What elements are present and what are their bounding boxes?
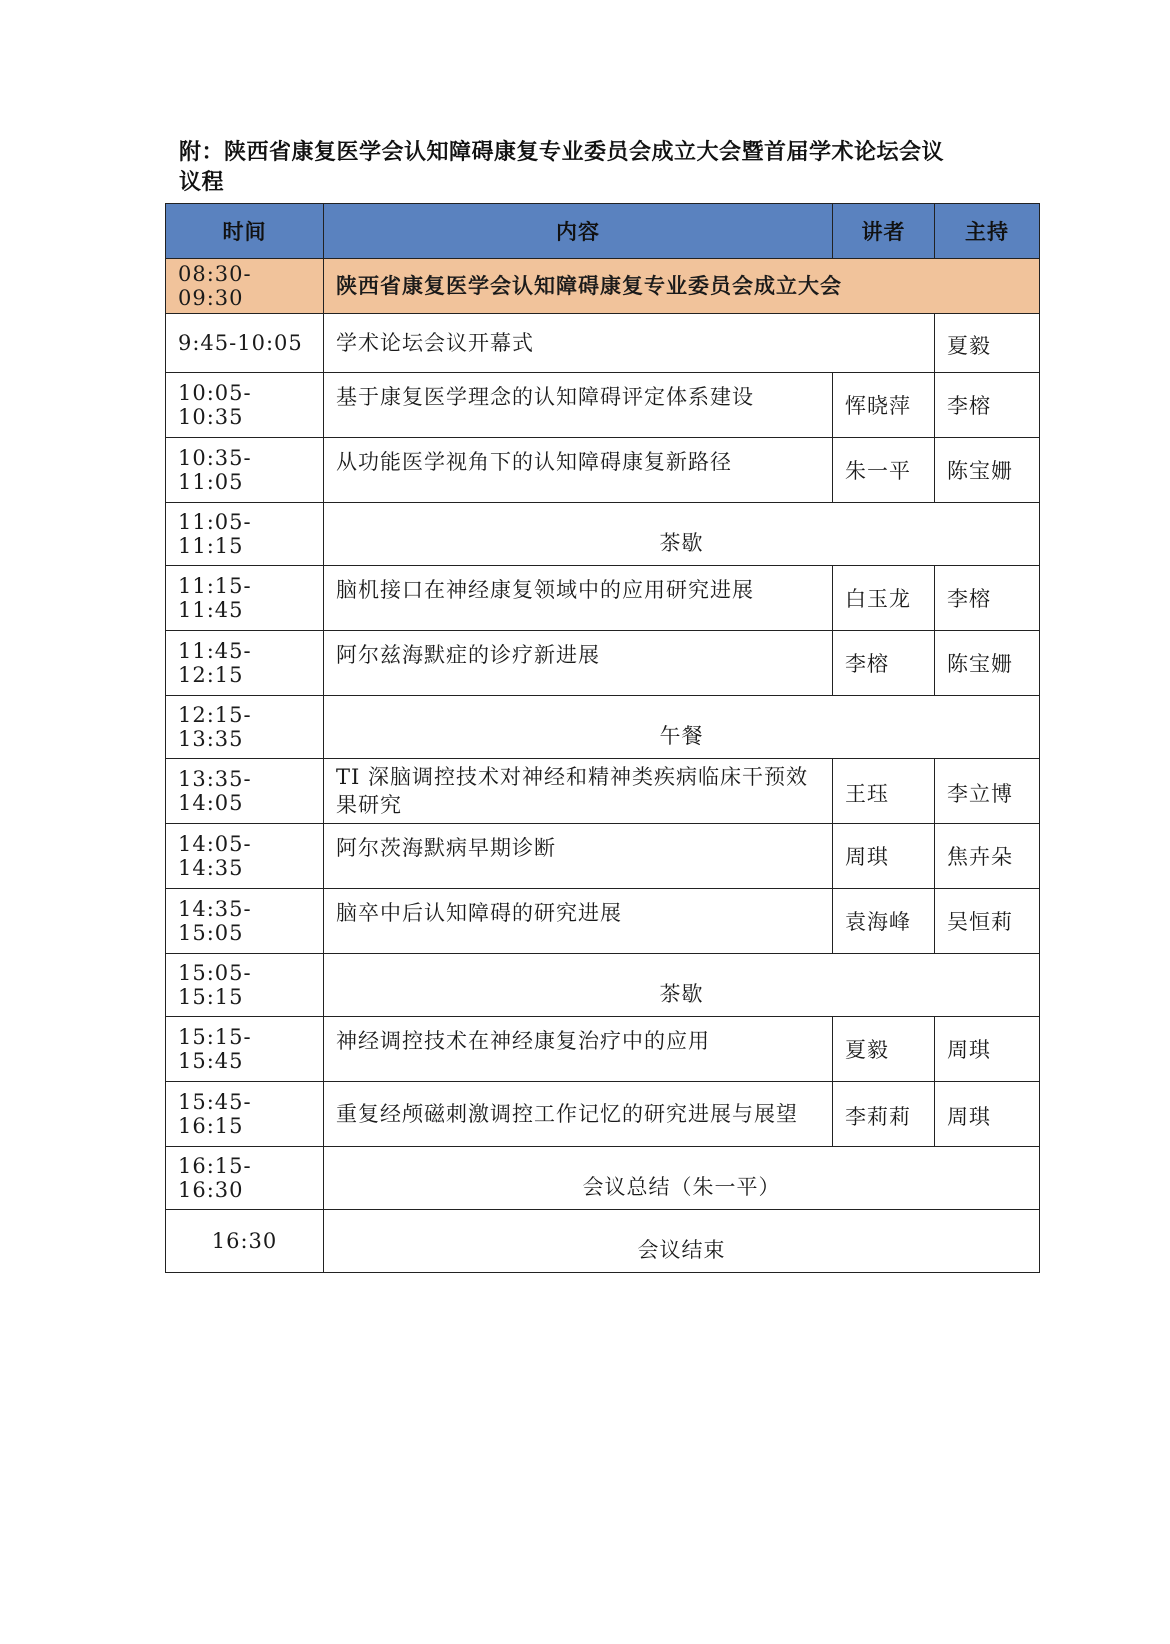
agenda-table [165, 203, 1040, 1273]
cell-time: 10:35-11:05 [166, 438, 324, 503]
cell-host: 陈宝姗 [935, 438, 1040, 503]
cell-host: 周琪 [935, 1082, 1040, 1147]
cell-host: 李榕 [935, 566, 1040, 631]
header-content: 内容 [324, 204, 833, 259]
header-time: 时间 [166, 204, 324, 259]
table-row [166, 259, 1040, 314]
cell-speaker: 李榕 [833, 631, 935, 696]
cell-host: 周琪 [935, 1017, 1040, 1082]
table-row [166, 954, 1040, 1017]
cell-content: 会议结束 [324, 1210, 1040, 1273]
table-row [166, 631, 1040, 696]
cell-content: 茶歇 [324, 503, 1040, 566]
cell-time: 08:30-09:30 [166, 259, 324, 314]
header-host: 主持 [935, 204, 1040, 259]
cell-speaker: 王珏 [833, 759, 935, 824]
cell-host: 李榕 [935, 373, 1040, 438]
table-row [166, 1082, 1040, 1147]
table-row [166, 438, 1040, 503]
cell-time: 11:15-11:45 [166, 566, 324, 631]
table-row [166, 1210, 1040, 1273]
cell-time: 12:15-13:35 [166, 696, 324, 759]
cell-time: 13:35-14:05 [166, 759, 324, 824]
cell-host: 吴恒莉 [935, 889, 1040, 954]
header-speaker: 讲者 [833, 204, 935, 259]
cell-content: TI 深脑调控技术对神经和精神类疾病临床干预效果研究 [324, 759, 833, 824]
cell-time: 16:15-16:30 [166, 1147, 324, 1210]
table-row [166, 566, 1040, 631]
title-line-1: 附：陕西省康复医学会认知障碍康复专业委员会成立大会暨首届学术论坛会议 [179, 140, 945, 165]
table-row [166, 503, 1040, 566]
cell-content: 脑卒中后认知障碍的研究进展 [324, 889, 833, 954]
table-row [166, 696, 1040, 759]
table-row [166, 759, 1040, 824]
cell-time: 9:45-10:05 [166, 314, 324, 373]
cell-content: 神经调控技术在神经康复治疗中的应用 [324, 1017, 833, 1082]
table-row [166, 889, 1040, 954]
table-header-row [166, 204, 1040, 259]
cell-time: 14:35-15:05 [166, 889, 324, 954]
cell-speaker: 白玉龙 [833, 566, 935, 631]
page-title [179, 138, 1009, 198]
cell-content: 阿尔茨海默病早期诊断 [324, 824, 833, 889]
cell-host: 李立博 [935, 759, 1040, 824]
cell-content: 学术论坛会议开幕式 [324, 314, 935, 373]
cell-time: 11:45-12:15 [166, 631, 324, 696]
cell-time: 11:05-11:15 [166, 503, 324, 566]
cell-host: 夏毅 [935, 314, 1040, 373]
cell-time: 10:05-10:35 [166, 373, 324, 438]
cell-speaker: 朱一平 [833, 438, 935, 503]
cell-content: 陕西省康复医学会认知障碍康复专业委员会成立大会 [324, 259, 1040, 314]
cell-time: 15:15-15:45 [166, 1017, 324, 1082]
cell-content: 茶歇 [324, 954, 1040, 1017]
cell-content: 从功能医学视角下的认知障碍康复新路径 [324, 438, 833, 503]
cell-host: 焦卉朵 [935, 824, 1040, 889]
title-line-2: 议程 [179, 170, 225, 195]
cell-content: 脑机接口在神经康复领域中的应用研究进展 [324, 566, 833, 631]
table-row [166, 373, 1040, 438]
table-row [166, 1147, 1040, 1210]
cell-time: 15:45-16:15 [166, 1082, 324, 1147]
cell-content: 会议总结（朱一平） [324, 1147, 1040, 1210]
cell-time: 14:05-14:35 [166, 824, 324, 889]
cell-content: 基于康复医学理念的认知障碍评定体系建设 [324, 373, 833, 438]
table-row [166, 1017, 1040, 1082]
cell-speaker: 李莉莉 [833, 1082, 935, 1147]
cell-speaker: 夏毅 [833, 1017, 935, 1082]
cell-time: 15:05-15:15 [166, 954, 324, 1017]
cell-time: 16:30 [166, 1210, 324, 1273]
cell-speaker: 周琪 [833, 824, 935, 889]
cell-speaker: 袁海峰 [833, 889, 935, 954]
cell-host: 陈宝姗 [935, 631, 1040, 696]
table-row [166, 824, 1040, 889]
cell-content: 阿尔兹海默症的诊疗新进展 [324, 631, 833, 696]
table-row [166, 314, 1040, 373]
cell-content: 重复经颅磁刺激调控工作记忆的研究进展与展望 [324, 1082, 833, 1147]
cell-content: 午餐 [324, 696, 1040, 759]
cell-speaker: 恽晓萍 [833, 373, 935, 438]
